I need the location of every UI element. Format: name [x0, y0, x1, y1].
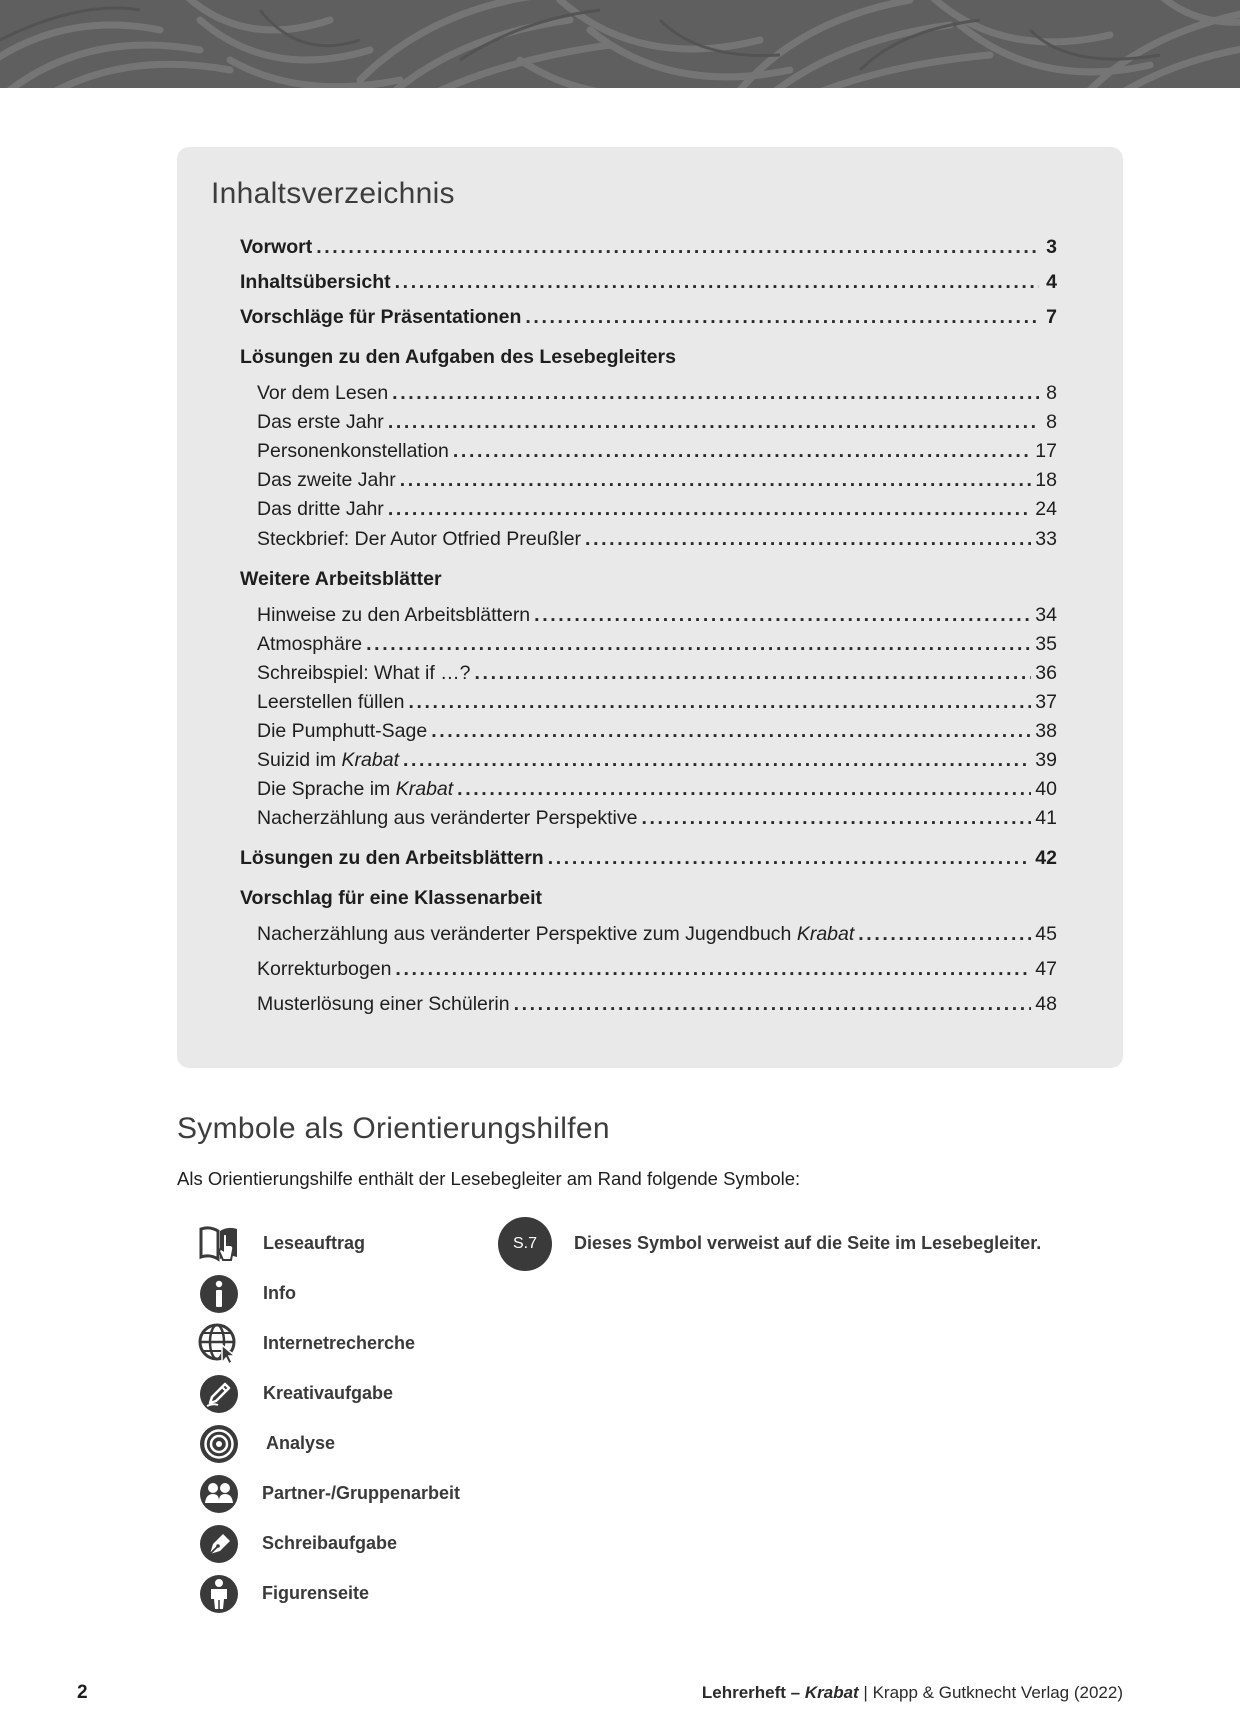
toc-entry[interactable]	[257, 467, 1057, 493]
toc-entry-page: 17	[1035, 440, 1057, 462]
toc-entry-page: 40	[1035, 778, 1057, 800]
toc-entry-label: Hinweise zu den Arbeitsblättern	[257, 604, 531, 626]
toc-entry-label	[257, 776, 453, 802]
toc-list	[177, 147, 1123, 1068]
footer-publisher: | Krapp & Gutknecht Verlag (2022)	[858, 1683, 1123, 1702]
footer-title-italic: Krabat	[804, 1683, 859, 1702]
toc-leader-dots	[392, 380, 1039, 406]
toc-leader-dots	[403, 747, 1031, 773]
symbols-intro: Als Orientierungshilfe enthält der Lesebegleiter am Rand folgende Symbole:	[177, 1168, 801, 1189]
toc-leader-dots	[388, 496, 1031, 522]
toc-entry-label: Atmosphäre	[257, 633, 363, 655]
toc-entry[interactable]	[257, 496, 1057, 522]
toc-entry-page: 18	[1035, 469, 1057, 491]
legend-item-leseauftrag	[198, 1223, 366, 1265]
toc-entry-label: Nacherzählung aus veränderter Perspektive	[257, 807, 638, 829]
legend-item-info	[198, 1273, 296, 1315]
toc-leader-dots	[525, 304, 1039, 330]
toc-entry-label-text: Nacherzählung aus veränderter Perspektive zum Jugendbuch	[257, 923, 797, 945]
toc-entry-page: 24	[1035, 498, 1057, 520]
toc-leader-dots	[585, 526, 1031, 552]
toc-entry-page: 35	[1035, 633, 1057, 655]
toc-entry-page: 36	[1035, 662, 1057, 684]
toc-leader-dots	[534, 602, 1031, 628]
toc-entry[interactable]	[257, 660, 1057, 686]
toc-entry[interactable]	[257, 921, 1057, 947]
toc-entry-label: Inhaltsübersicht	[240, 271, 391, 293]
toc-entry-page: 47	[1035, 958, 1057, 980]
toc-entry-label: Lösungen zu den Arbeitsblättern	[240, 847, 544, 869]
toc-entry-page: 45	[1035, 923, 1057, 945]
toc-title: Inhaltsverzeichnis	[211, 177, 455, 210]
toc-leader-dots	[858, 921, 1031, 947]
toc-entry[interactable]	[257, 718, 1057, 744]
legend-item-partnerarbeit	[198, 1473, 461, 1515]
toc-entry[interactable]	[240, 234, 1057, 260]
legend-label: Kreativaufgabe	[263, 1383, 394, 1403]
toc-entry[interactable]	[257, 438, 1057, 464]
toc-entry-page: 33	[1035, 528, 1057, 550]
toc-entry-label-text: Suizid im	[257, 749, 342, 771]
toc-entry-label: Vorschläge für Präsentationen	[240, 306, 522, 328]
toc-entry-page: 3	[1046, 236, 1057, 258]
toc-entry[interactable]	[257, 776, 1057, 802]
toc-entry-page: 7	[1046, 306, 1057, 328]
reading-book-icon	[198, 1223, 240, 1265]
toc-entry-label-italic: Krabat	[796, 923, 855, 945]
toc-leader-dots	[514, 991, 1032, 1017]
toc-entry[interactable]	[240, 269, 1057, 295]
toc-entry[interactable]	[257, 991, 1057, 1017]
toc-leader-dots	[431, 718, 1031, 744]
toc-entry-label: Steckbrief: Der Autor Otfried Preußler	[257, 528, 582, 550]
pencil-icon	[198, 1373, 240, 1415]
toc-entry-page: 8	[1046, 382, 1057, 404]
toc-entry[interactable]	[240, 304, 1057, 330]
legend-item-analyse	[198, 1423, 336, 1465]
toc-leader-dots	[457, 776, 1031, 802]
toc-entry-page: 34	[1035, 604, 1057, 626]
toc-entry[interactable]	[257, 805, 1057, 831]
toc-entry-label: Korrekturbogen	[257, 958, 392, 980]
page-reference-legend	[498, 1217, 1042, 1271]
toc-entry-page: 38	[1035, 720, 1057, 742]
symbols-title: Symbole als Orientierungshilfen	[177, 1112, 610, 1145]
toc-leader-dots	[316, 234, 1039, 260]
toc-entry-page: 48	[1035, 993, 1057, 1015]
toc-panel	[177, 147, 1123, 1068]
toc-entry[interactable]	[257, 631, 1057, 657]
legend-label: Leseauftrag	[263, 1233, 366, 1253]
toc-entry-page: 42	[1035, 847, 1057, 869]
toc-entry[interactable]	[240, 845, 1057, 871]
toc-entry-page: 39	[1035, 749, 1057, 771]
toc-entry-label: Das dritte Jahr	[257, 498, 384, 520]
info-icon	[198, 1273, 240, 1315]
fountain-pen-icon	[198, 1523, 240, 1565]
toc-entry[interactable]	[257, 747, 1057, 773]
toc-leader-dots	[548, 845, 1032, 871]
legend-label: Analyse	[266, 1433, 336, 1453]
toc-section-heading: Weitere Arbeitsblätter	[240, 568, 442, 590]
toc-leader-dots	[408, 689, 1031, 715]
toc-entry-label-italic: Krabat	[341, 749, 399, 771]
footer-publication	[702, 1683, 1123, 1703]
toc-section-heading: Lösungen zu den Aufgaben des Lesebegleiters	[240, 346, 676, 368]
toc-entry[interactable]	[257, 526, 1057, 552]
page-reference-badge: S.7	[498, 1217, 552, 1271]
toc-entry-page: 4	[1046, 271, 1057, 293]
toc-section-heading: Vorschlag für eine Klassenarbeit	[240, 887, 542, 909]
toc-leader-dots	[395, 269, 1039, 295]
toc-entry-label: Personenkonstellation	[257, 440, 449, 462]
feather-pattern-icon	[0, 0, 1240, 88]
footer-title: Lehrerheft –	[701, 1683, 805, 1702]
toc-leader-dots	[400, 467, 1032, 493]
page-number: 2	[77, 1682, 88, 1703]
toc-entry-page: 37	[1035, 691, 1057, 713]
legend-label: Info	[263, 1283, 296, 1303]
person-icon	[198, 1573, 240, 1615]
legend-item-schreibaufgabe	[198, 1523, 398, 1565]
toc-leader-dots	[366, 631, 1031, 657]
globe-cursor-icon	[198, 1323, 240, 1365]
toc-entry-page: 41	[1035, 807, 1057, 829]
toc-leader-dots	[475, 660, 1032, 686]
legend-label: Figurenseite	[262, 1583, 370, 1603]
legend-item-kreativaufgabe	[198, 1373, 394, 1415]
toc-entry[interactable]	[257, 380, 1057, 406]
toc-entry[interactable]	[257, 602, 1057, 628]
page-reference-description: Dieses Symbol verweist auf die Seite im Lesebegleiter.	[574, 1233, 1042, 1253]
target-icon	[198, 1423, 240, 1465]
toc-entry-label-italic: Krabat	[395, 778, 454, 800]
people-icon	[198, 1473, 240, 1515]
toc-leader-dots	[395, 956, 1031, 982]
toc-entry-label: Vorwort	[240, 236, 313, 258]
toc-leader-dots	[453, 438, 1031, 464]
toc-entry-label	[257, 921, 854, 947]
legend-item-internetrecherche	[198, 1323, 416, 1365]
toc-entry[interactable]	[257, 689, 1057, 715]
toc-entry-label: Das erste Jahr	[257, 411, 384, 433]
toc-entry-label-text: Die Sprache im	[257, 778, 396, 800]
toc-leader-dots	[641, 805, 1031, 831]
toc-entry-page: 8	[1046, 411, 1057, 433]
toc-entry-label: Vor dem Lesen	[257, 382, 389, 404]
toc-entry-label: Die Pumphutt-Sage	[257, 720, 428, 742]
toc-entry-label: Musterlösung einer Schülerin	[257, 993, 510, 1015]
toc-entry[interactable]	[257, 956, 1057, 982]
toc-entry-label: Schreibspiel: What if …?	[257, 662, 471, 684]
legend-item-figurenseite	[198, 1573, 370, 1615]
toc-entry[interactable]	[257, 409, 1057, 435]
toc-leader-dots	[388, 409, 1039, 435]
toc-entry-label: Leerstellen füllen	[257, 691, 405, 713]
legend-label: Partner-/Gruppenarbeit	[262, 1483, 461, 1503]
header-pattern-band	[0, 0, 1240, 88]
toc-entry-label: Das zweite Jahr	[257, 469, 396, 491]
legend-label: Schreibaufgabe	[262, 1533, 398, 1553]
legend-label: Internetrecherche	[263, 1333, 416, 1353]
toc-entry-label	[257, 747, 399, 773]
